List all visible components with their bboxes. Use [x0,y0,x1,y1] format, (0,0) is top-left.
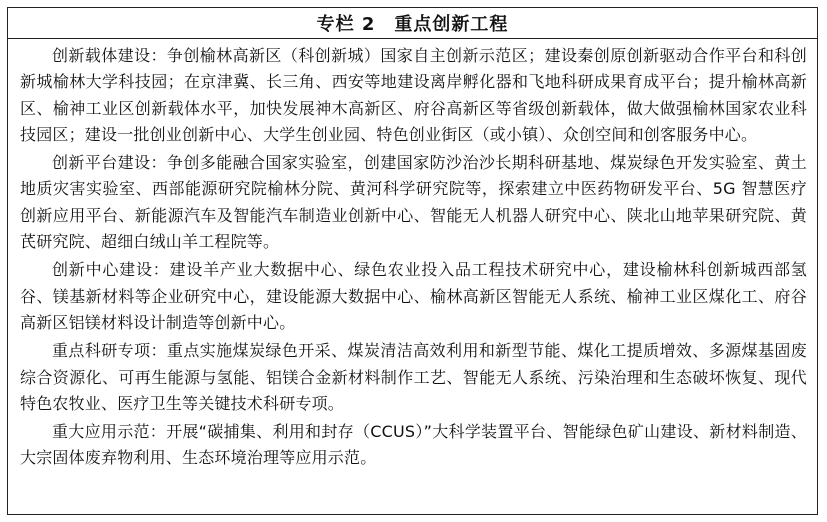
paragraph-key-research-projects: 重点科研专项：重点实施煤炭绿色开采、煤炭清洁高效利用和新型节能、煤化工提质增效、多源煤基固废综合资源化、可再生能源与氢能、铝镁合金新材料制作工艺、智能无人系统、污染治理和生态破坏恢复、现代特色农牧业、医疗卫生等关键技术科研专项。 [20,341,807,413]
paragraph-major-application-demos: 重大应用示范：开展“碳捕集、利用和封存（CCUS）”大科学装置平台、智能绿色矿山建设、新材料制造、大宗固体废弃物利用、生态环境治理等应用示范。 [20,422,807,468]
box-content [8,39,817,472]
paragraph-innovation-platforms: 创新平台建设：争创多能融合国家实验室，创建国家防沙治沙长期科研基地、煤炭绿色开发实验室、黄土地质灾害实验室、西部能源研究院榆林分院、黄河科学研究院等，探索建立中医药物研发平台、5G 智慧医疗创新应用平台、新能源汽车及智能汽车制造业创新中心、智能无人机器人研究中心、陕北山地苹果研究院、黄芪研究院、超细白绒山羊工程院等。 [20,153,807,252]
paragraph-innovation-carriers: 创新载体建设：争创榆林高新区（科创新城）国家自主创新示范区；建设秦创原创新驱动合作平台和科创新城榆林大学科技园；在京津冀、长三角、西安等地建设离岸孵化器和飞地科研成果育成平台；提升榆林高新区、榆神工业区创新载体水平，加快发展神木高新区、府谷高新区等省级创新载体，做大做强榆林国家农业科技园区；建设一批创业创新中心、大学生创业园、特色创业街区（或小镇）、众创空间和创客服务中心。 [20,46,807,144]
title-bar [8,8,817,39]
column-box [7,7,818,515]
paragraph-innovation-centers: 创新中心建设：建设羊产业大数据中心、绿色农业投入品工程技术研究中心，建设榆林科创新城西部氢谷、镁基新材料等企业研究中心，建设能源大数据中心、榆林高新区智能无人系统、榆神工业区煤化工、府谷高新区铝镁材料设计制造等创新中心。 [20,260,807,332]
box-title: 专栏 2 重点创新工程 [316,14,509,35]
